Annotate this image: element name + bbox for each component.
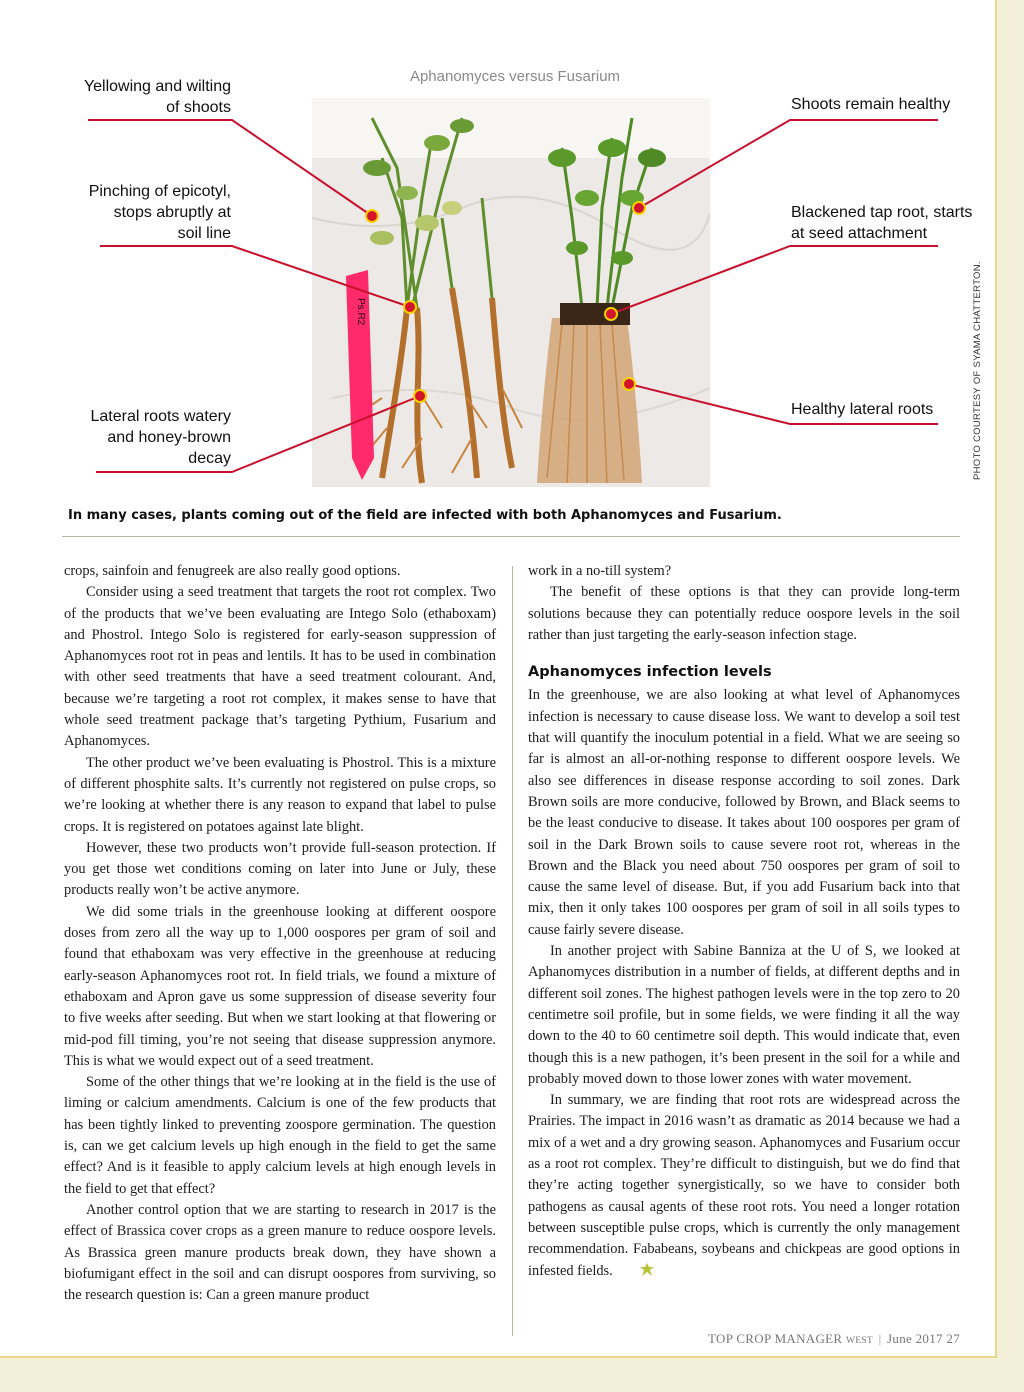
paragraph: In the greenhouse, we are also looking at what level of Aphanomyces infection is necessary to cause disease loss. We want to develop a soil test that will quantify the inoculum potential in a field. What we are seeing so far is almost an all-or-nothing response to different oospore levels. We also see differences in disease response according to soil zones. Dark Brown soils are more conducive, followed by Brown, and Black seems to be the least conducive to disease. It takes about 100 oospores per gram of soil in the Dark Brown soils to cause severe root rot, whereas in the Brown and the Black you need about 750 oospores per gram of soil to cause the same level of disease. But, if you add Fusarium back into that mix, then it only takes 100 oospores per gram of soil in all soils types to cause fairly severe disease. <box>528 687 960 938</box>
magazine-name: TOP CROP MANAGER <box>708 1331 843 1346</box>
label-shoots-healthy: Shoots remain healthy <box>791 96 951 113</box>
magazine-edition: WEST <box>845 1336 874 1346</box>
paragraph: We did some trials in the greenhouse looking at different oospore doses from zero all the way up to 1,000 oospores per gram of soil and found that ethaboxam was very effective in the greenhouse at reducing early-season Aphanomyces root rot. In field trials, we found a mixture of ethaboxam and Apron gave us some suppression of disease severity four to five weeks after seeding. But when we start looking at that flowering or mid-pod fill timing, you’re not seeing that disease suppression anymore. This is what we would expect out of a seed treatment. <box>64 903 496 1069</box>
pointer-dot-shoots-right <box>633 202 645 214</box>
pointer-dot-epicotyl <box>404 301 416 313</box>
article-column-right <box>528 561 960 1285</box>
page-number: 27 <box>946 1331 960 1346</box>
paragraph: However, these two products won’t provide full-season protection. If you get those wet conditions coming on later into June or July, these products really won’t be active anymore. <box>64 839 496 899</box>
label-healthy-lateral-roots: Healthy lateral roots <box>791 401 934 418</box>
paragraph: In another project with Sabine Banniza at the U of S, we looked at Aphanomyces distribution in a number of fields, at different depths and in different soil zones. The highest pathogen levels were in the top zero to 20 centimetre soil profile, but in some fields, we were finding it all the way down to the 40 to 60 centimetre soil depth. This would indicate that, even though this is a new pathogen, it’s been present in the soil for a while and probably moved down to those lower zones with water movement. <box>528 943 960 1087</box>
paragraph-final: In summary, we are finding that root rots are widespread across the Prairies. The impact in 2016 wasn’t as dramatic as 2014 because we had a mix of a wet and a dry growing season. Aphanomyces and Fusarium occur as a root rot complex. They’re difficult to distinguish, but we do find that they’re acting together synergistically, so we have to consider both pathogens as causal agents of these root rots. You need a longer rotation between susceptible pulse crops, which is currently the only management recommendation. Fababeans, soybeans and chickpeas are good options in infested fields. <box>528 1090 960 1285</box>
paragraph: Another control option that we are starting to research in 2017 is the effect of Brassica cover crops as a green manure to reduce oospore levels. As Brassica green manure products break down, they have shown a biofumigant effect in the soil and can disrupt oospores from surviving, so the research question is: Can a green manure product <box>64 1201 496 1304</box>
label-lateral-roots-decay: Lateral roots watery and honey-brown decay <box>90 408 231 467</box>
paragraph: The benefit of these options is that they can provide long-term solutions because they can potentially reduce oospore levels in the soil rather than just targeting the early-season infection stage. <box>528 584 960 643</box>
label-pinching-epicotyl: Pinching of epicotyl, stops abruptly at soil line <box>88 183 231 242</box>
page-footer <box>640 1331 960 1347</box>
stake-label: Ps.R2 <box>355 298 366 326</box>
pointer-dot-shoots-left <box>366 210 378 222</box>
article-column-left <box>64 561 496 1306</box>
figure-caption: In many cases, plants coming out of the field are infected with both Aphanomyces and Fusarium. <box>68 508 782 523</box>
paragraph: Consider using a seed treatment that targets the root rot complex. Two of the products that we’ve been evaluating are Intego Solo (ethaboxam) and Phostrol. Intego Solo is registered for early-season suppression of Aphanomyces root rot in peas and lentils. It has to be used in combination with other seed treatments that have a seed treatment colourant. And, because we’re targeting a root rot complex, it makes sense to have that whole seed treatment package that’s targeting Pythium, Fusarium and Aphanomyces. <box>64 584 496 750</box>
paragraph: work in a no-till system? <box>528 563 672 579</box>
label-blackened-tap-root: Blackened tap root, starts at seed attachment <box>791 204 973 242</box>
paragraph: Some of the other things that we’re looking at in the field is the use of liming or calcium amendments. Calcium is one of the few products that has been tightly linked to preventing zoospore germination. The question is, can we get calcium levels up high enough in the field to get the same effect? And is it feasible to apply calcium levels at high enough levels in the field to get that effect? <box>64 1074 496 1197</box>
issue-date: June 2017 <box>887 1331 943 1346</box>
label-yellowing-wilting: Yellowing and wilting of shoots <box>83 78 231 116</box>
paragraph: The other product we’ve been evaluating is Phostrol. This is a mixture of different phosphite salts. It’s currently not registered on pulse crops, so we’re looking at whether there is any reason to expand that label to pulse crops. It is registered on potatoes against late blight. <box>64 754 496 835</box>
pointer-dot-lateral-roots-right <box>623 378 635 390</box>
photo-credit: PHOTO COURTESY OF SYAMA CHATTERTON. <box>972 261 983 480</box>
caption-divider <box>62 536 960 537</box>
section-heading: Aphanomyces infection levels <box>528 664 772 681</box>
paragraph: crops, sainfoin and fenugreek are also really good options. <box>64 563 401 579</box>
end-mark-leaf-icon <box>617 1262 655 1285</box>
footer-separator: | <box>878 1331 882 1346</box>
pointer-dot-lateral-roots-left <box>414 390 426 402</box>
pointer-dot-tap-root <box>605 308 617 320</box>
column-divider <box>512 566 513 1336</box>
figure-title: Aphanomyces versus Fusarium <box>409 68 621 85</box>
